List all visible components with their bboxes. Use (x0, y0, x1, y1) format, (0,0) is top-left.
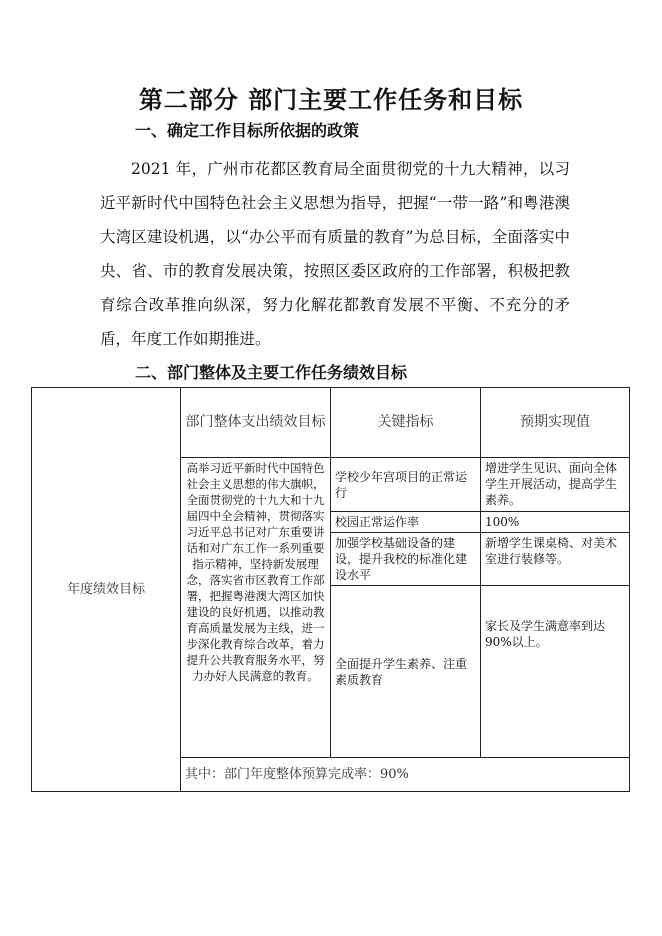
budget-completion-rate: 其中：部门年度整体预算完成率：90% (181, 758, 630, 792)
policy-paragraph: 2021 年，广州市花都区教育局全面贯彻党的十九大精神，以习近平新时代中国特色社会主义思想为指导，把握“一带一路”和粤港澳大湾区建设机遇，以“办公平而有质量的教育”为总目标，全面落实中央、省、市的教育发展决策，按照区委区政府的工作部署，积极把教育综合改革推向纵深，努力化解花都教育发展不平衡、不充分的矛盾，年度工作如期推进。 (100, 160, 570, 348)
performance-table (31, 387, 630, 792)
indicator-cell: 加强学校基础设备的建设，提升我校的标准化建设水平 (331, 533, 481, 586)
expected-cell: 100% (481, 512, 630, 533)
expected-cell: 增进学生见识、面向全体学生开展活动，提高学生素养。 (481, 458, 630, 512)
header-goal: 部门整体支出绩效目标 (181, 388, 331, 458)
expected-cell: 新增学生课桌椅、对美术室进行装修等。 (481, 533, 630, 586)
indicator-cell: 校园正常运作率 (331, 512, 481, 533)
expected-cell: 家长及学生满意率到达90%以上。 (481, 586, 630, 758)
section-heading-policy: 一、确定工作目标所依据的政策 (135, 121, 360, 140)
indicator-cell: 学校少年宫项目的正常运行 (331, 458, 481, 512)
page-title: 第二部分 部门主要工作任务和目标 (138, 85, 524, 114)
header-indicator: 关键指标 (331, 388, 481, 458)
header-expected: 预期实现值 (481, 388, 630, 458)
row-label-annual-goal: 年度绩效目标 (32, 388, 181, 792)
section-heading-goals: 二、部门整体及主要工作任务绩效目标 (135, 363, 408, 382)
goal-description: 高举习近平新时代中国特色社会主义思想的伟大旗帜，全面贯彻党的十九大和十九届四中全会精神，贯彻落实习近平总书记对广东重要讲话和对广东工作一系列重要指示精神，坚持新发展理念，落实省市区教育工作部署，把握粤港澳大湾区加快建设的良好机遇，以推动教育高质量发展为主线，进一步深化教育综合改革，着力提升公共教育服务水平，努力办好人民满意的教育。 (181, 458, 331, 758)
table-header-row (32, 388, 630, 458)
indicator-cell: 全面提升学生素养、注重素质教育 (331, 586, 481, 758)
